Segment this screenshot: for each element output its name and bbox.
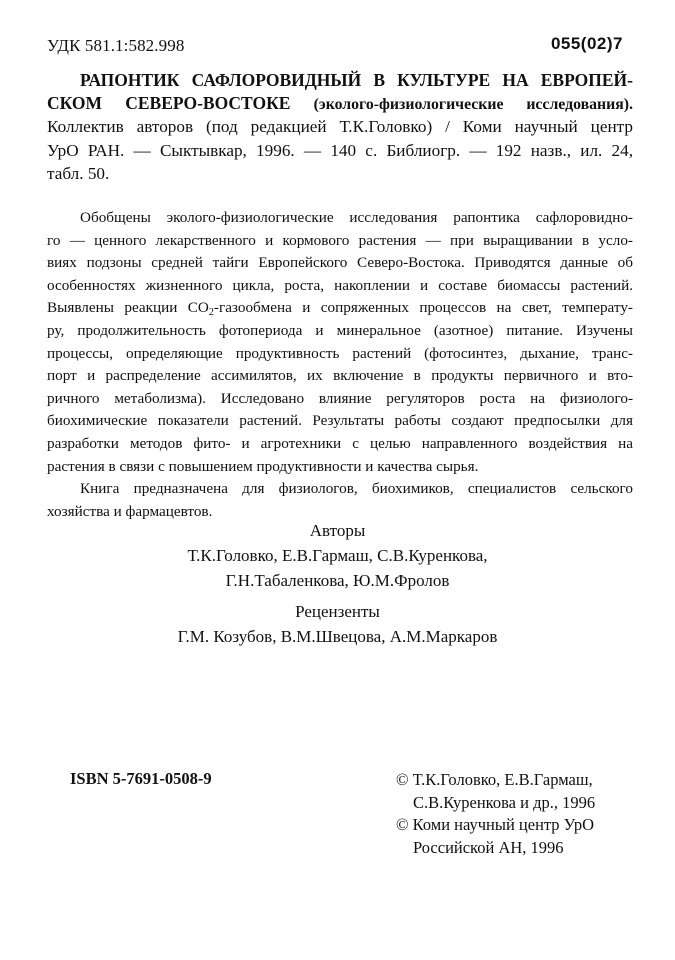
copyright-line: © Коми научный центр УрО bbox=[396, 815, 595, 834]
abstract bbox=[47, 207, 633, 523]
abstract-text: Выявлены реакции CO bbox=[47, 299, 209, 317]
audience-line: хозяйства и фармацевтов. bbox=[47, 502, 213, 520]
copyright-block bbox=[396, 769, 595, 859]
bibliographic-entry bbox=[47, 69, 633, 185]
abstract-line bbox=[47, 297, 633, 320]
abstract-line: процессы, определяющие продуктивность растений (фотосинтез, дыхание, транс- bbox=[47, 344, 633, 362]
book-title-line-1: РАПОНТИК САФЛОРОВИДНЫЙ В КУЛЬТУРЕ НА ЕВРОПЕЙ- bbox=[80, 70, 633, 90]
udk-code: УДК 581.1:582.998 bbox=[47, 36, 185, 55]
subscript: 2 bbox=[208, 307, 214, 319]
book-subtitle: (эколого-физиологические исследования). bbox=[313, 96, 633, 114]
catalog-code: 055(02)7 bbox=[550, 34, 623, 53]
tables-count-line: табл. 50. bbox=[47, 163, 110, 183]
abstract-line: виях подзоны средней тайги Европейского Северо-Востока. Приводятся данные об bbox=[47, 254, 633, 272]
abstract-line: разработки методов фито- и агротехники с целью направленного воздействия на bbox=[47, 434, 633, 452]
copyright-line: Российской АН, 1996 bbox=[413, 837, 564, 857]
abstract-line: Обобщены эколого-физиологические исследования рапонтика сафлоровидно- bbox=[80, 209, 633, 226]
audience-line: Книга предназначена для физиологов, биохимиков, специалистов сельского bbox=[80, 480, 633, 498]
reviewers-heading: Рецензенты bbox=[295, 602, 380, 621]
abstract-line: биохимические показатели растений. Результаты работы создают предпосылки для bbox=[47, 412, 633, 430]
isbn: ISBN 5-7691-0508-9 bbox=[70, 769, 212, 788]
abstract-line: особенностях жизненного цикла, роста, накоплении и составе биомассы растений. bbox=[47, 276, 633, 294]
abstract-line: растения в связи с повышением продуктивности и качества сырья. bbox=[47, 457, 479, 475]
abstract-line: ричного метаболизма). Исследовано влияние регуляторов роста на физиолого- bbox=[47, 389, 633, 407]
abstract-line: ру, продолжительность фотопериода и минеральное (азотное) питание. Изучены bbox=[47, 321, 633, 339]
reviewers-line: Г.М. Козубов, В.М.Швецова, А.М.Маркаров bbox=[177, 627, 498, 646]
copyright-line: © Т.К.Головко, Е.В.Гармаш, bbox=[396, 770, 593, 789]
abstract-text: -газообмена и сопряженных процессов на свет, температу- bbox=[213, 299, 633, 317]
authors-heading: Авторы bbox=[309, 521, 366, 540]
publication-details-line: УрО РАН. — Сыктывкар, 1996. — 140 с. Библиогр. — 192 назв., ил. 24, bbox=[47, 140, 633, 160]
book-title-caps: СКОМ СЕВЕРО-ВОСТОКЕ bbox=[47, 93, 291, 114]
authors-line: Т.К.Головко, Е.В.Гармаш, С.В.Куренкова, bbox=[187, 546, 488, 565]
book-title-line-2 bbox=[47, 92, 633, 115]
copyright-line: С.В.Куренкова и др., 1996 bbox=[413, 792, 596, 812]
authors-line: Г.Н.Табаленкова, Ю.М.Фролов bbox=[225, 571, 450, 590]
authors-collective-line: Коллектив авторов (под редакцией Т.К.Головко) / Коми научный центр bbox=[47, 117, 633, 137]
abstract-line: го — ценного лекарственного и кормового растения — при выращивании в усло- bbox=[47, 231, 633, 249]
abstract-line: порт и распределение ассимилятов, их включение в продукты первичного и вто- bbox=[47, 367, 633, 385]
